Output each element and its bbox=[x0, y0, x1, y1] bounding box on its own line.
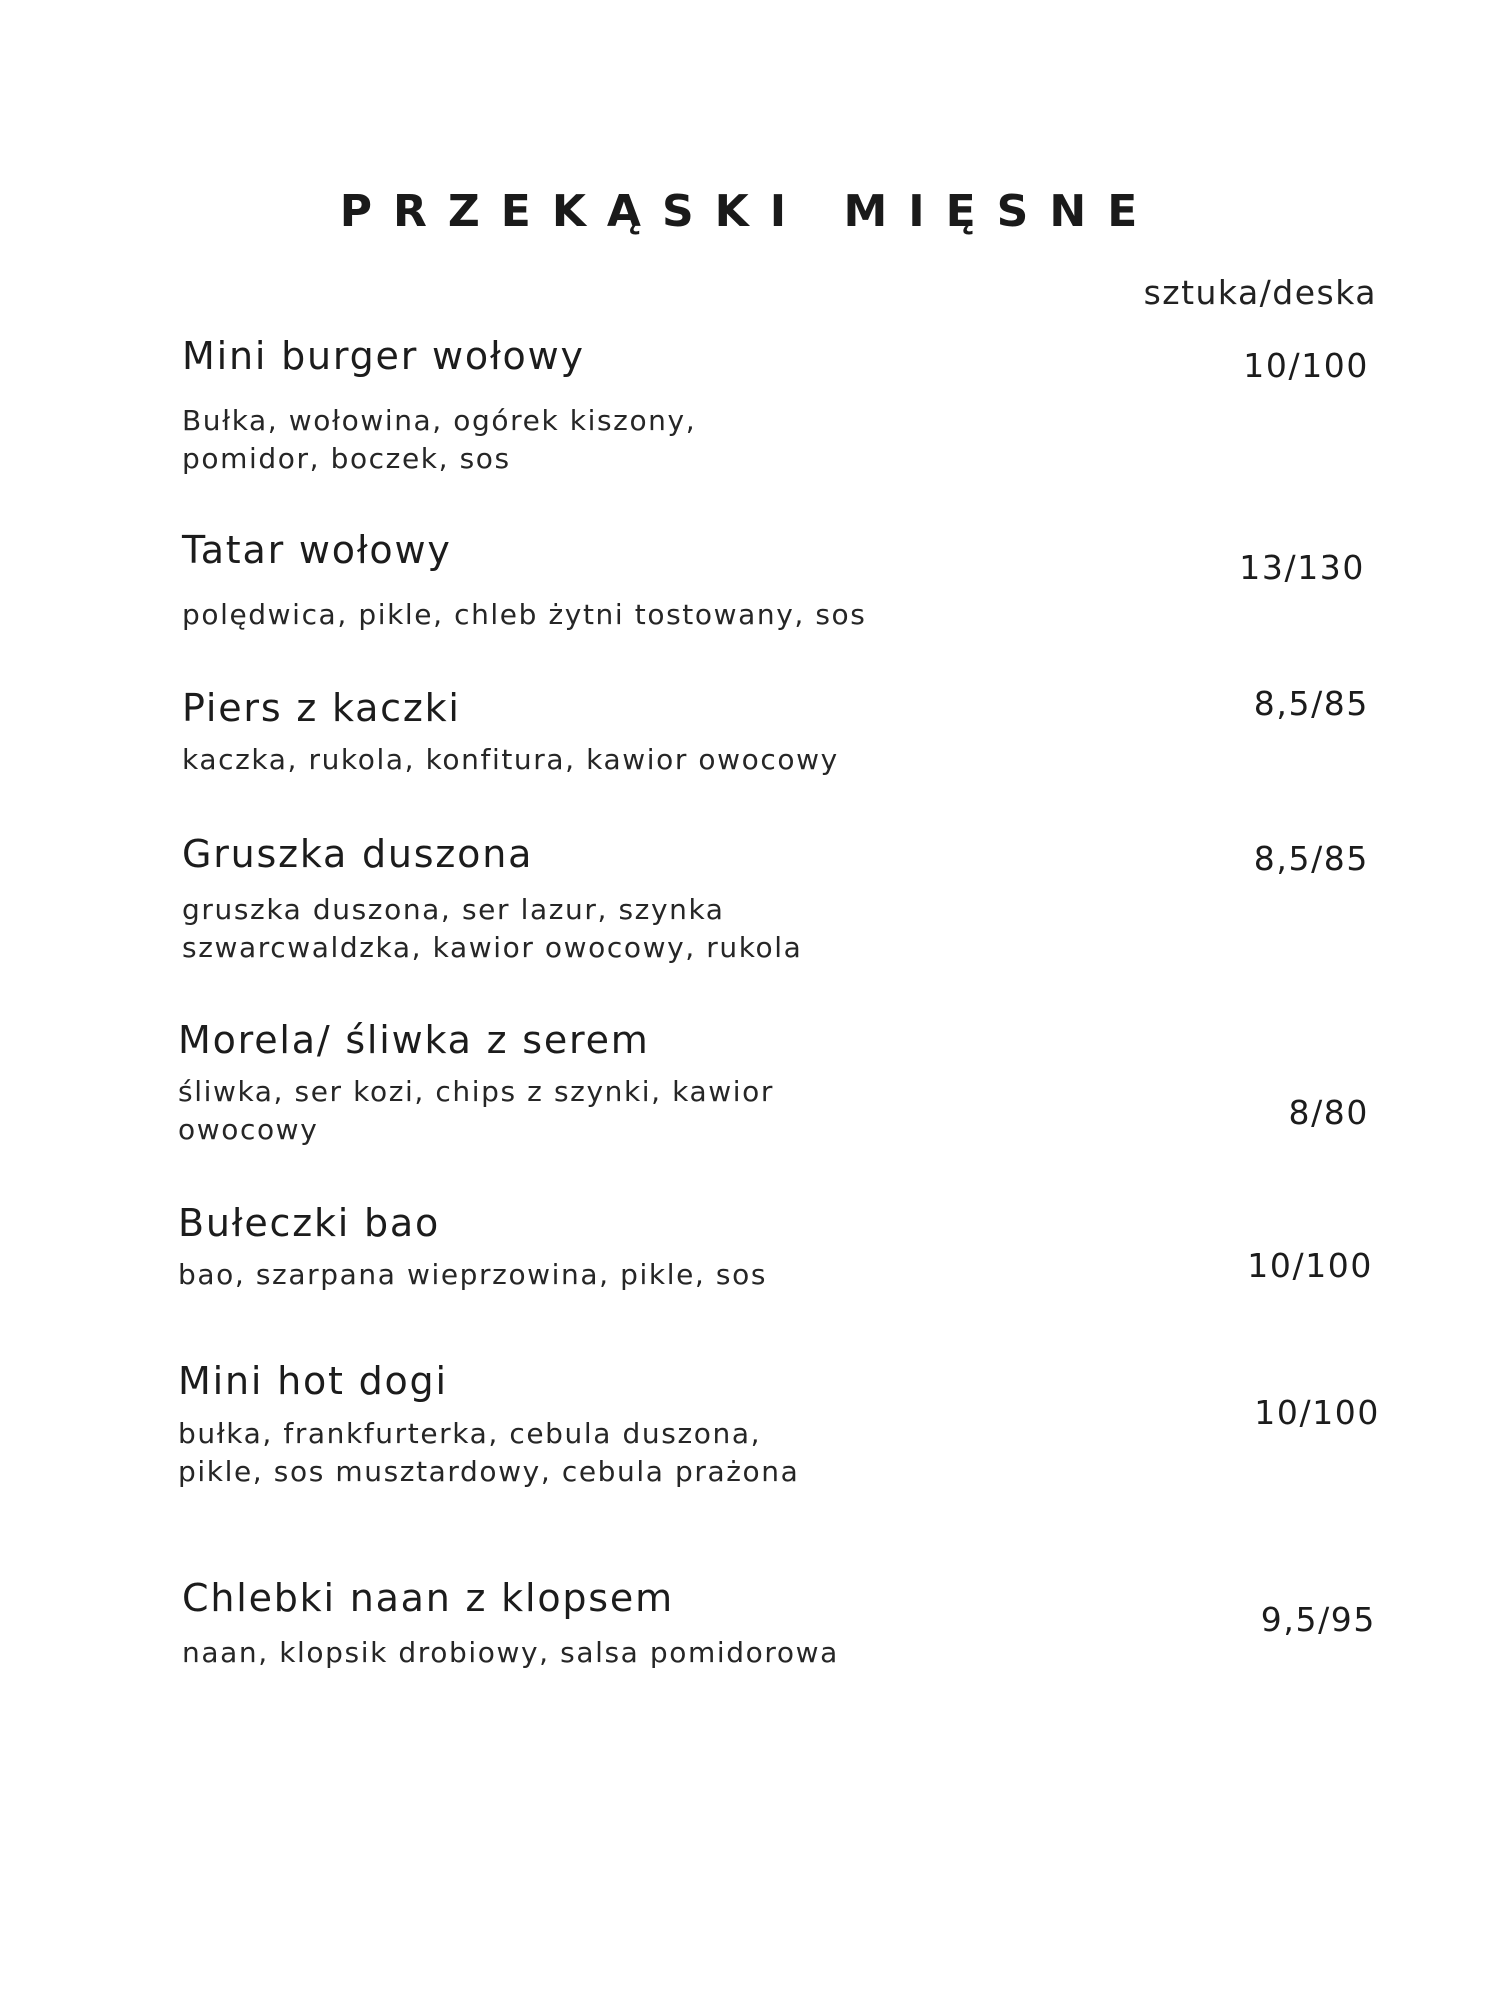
menu-item-price: 10/100 bbox=[1254, 1393, 1380, 1432]
menu-item-name: Bułeczki bao bbox=[178, 1201, 441, 1245]
menu-item-description-line: naan, klopsik drobiowy, salsa pomidorowa bbox=[182, 1636, 839, 1669]
menu-item-price: 8/80 bbox=[1288, 1093, 1369, 1132]
menu-item-description-line: polędwica, pikle, chleb żytni tostowany, sos bbox=[182, 598, 867, 631]
menu-item-description-line: pomidor, boczek, sos bbox=[182, 442, 511, 475]
menu-item-price: 10/100 bbox=[1247, 1246, 1373, 1285]
menu-item-name: Gruszka duszona bbox=[182, 832, 534, 876]
menu-item-price: 10/100 bbox=[1243, 346, 1369, 385]
menu-item-name: Morela/ śliwka z serem bbox=[178, 1018, 650, 1062]
menu-item-description bbox=[182, 596, 866, 634]
menu-item-name: Tatar wołowy bbox=[182, 528, 452, 572]
menu-item-description-line: Bułka, wołowina, ogórek kiszony, bbox=[182, 404, 697, 437]
menu-item-price: 9,5/95 bbox=[1260, 1600, 1376, 1639]
menu-item-description-line: owocowy bbox=[178, 1113, 319, 1146]
menu-item-description bbox=[178, 1073, 774, 1149]
menu-item-description bbox=[182, 741, 839, 779]
menu-item-description bbox=[178, 1415, 799, 1491]
menu-item-name: Mini hot dogi bbox=[178, 1359, 448, 1403]
menu-item-name: Mini burger wołowy bbox=[182, 334, 585, 378]
menu-item-description-line: szwarcwaldzka, kawior owocowy, rukola bbox=[182, 931, 803, 964]
menu-item-description bbox=[182, 891, 802, 967]
menu-item-price: 8,5/85 bbox=[1253, 839, 1369, 878]
menu-item-description-line: bułka, frankfurterka, cebula duszona, bbox=[178, 1417, 762, 1450]
menu-title: PRZEKĄSKI MIĘSNE bbox=[339, 186, 1159, 237]
menu-item-description-line: śliwka, ser kozi, chips z szynki, kawior bbox=[178, 1075, 774, 1108]
menu-item-description-line: gruszka duszona, ser lazur, szynka bbox=[182, 893, 725, 926]
menu-item-price: 8,5/85 bbox=[1253, 684, 1369, 723]
menu-item-name: Piers z kaczki bbox=[182, 686, 461, 730]
menu-item-description-line: bao, szarpana wieprzowina, pikle, sos bbox=[178, 1258, 768, 1291]
menu-item-description-line: kaczka, rukola, konfitura, kawior owocowy bbox=[182, 743, 839, 776]
menu-item-price: 13/130 bbox=[1239, 548, 1365, 587]
menu-item-description bbox=[182, 1634, 839, 1672]
menu-item-name: Chlebki naan z klopsem bbox=[182, 1576, 674, 1620]
menu-item-description bbox=[182, 402, 696, 478]
menu-item-description bbox=[178, 1256, 767, 1294]
price-unit-header: sztuka/deska bbox=[1143, 273, 1377, 312]
menu-item-description-line: pikle, sos musztardowy, cebula prażona bbox=[178, 1455, 800, 1488]
